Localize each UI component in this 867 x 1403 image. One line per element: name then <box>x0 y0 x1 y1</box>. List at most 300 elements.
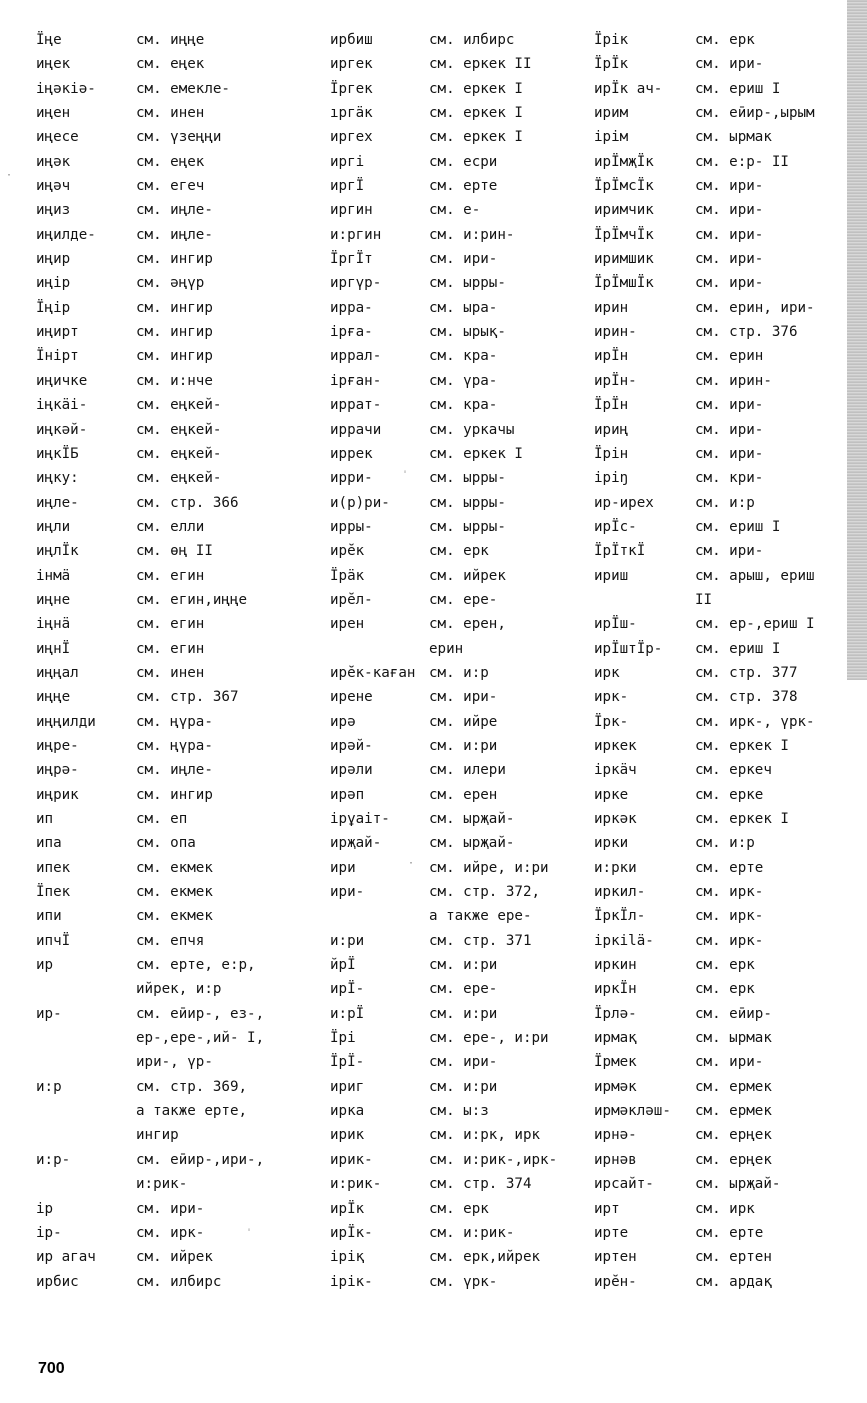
entry-headword: иңңал <box>36 664 79 681</box>
entry-reference: см. есри <box>429 153 498 170</box>
entry-headword: и:р <box>36 1078 62 1095</box>
dictionary-entry <box>36 588 328 612</box>
entry-headword: йрЇ <box>330 957 356 974</box>
entry-reference: см. ерк,ийрек <box>429 1249 541 1266</box>
entry-headword: ипи <box>36 908 62 925</box>
entry-headword <box>36 1050 136 1074</box>
dictionary-entry <box>594 1002 846 1026</box>
dictionary-entry <box>330 783 592 807</box>
entry-reference: см. ерен <box>429 786 498 803</box>
dictionary-entry <box>330 271 592 295</box>
dictionary-entry <box>330 831 592 855</box>
dictionary-entry <box>594 369 846 393</box>
entry-headword: ирЇмҗЇк <box>594 153 654 170</box>
entry-headword: Ïрмек <box>594 1054 637 1071</box>
dictionary-entry <box>36 539 328 563</box>
entry-headword: иңәк <box>36 153 71 170</box>
dictionary-entry <box>36 223 328 247</box>
dictionary-entry <box>330 1148 592 1172</box>
entry-headword: иңкәй- <box>36 421 88 438</box>
dictionary-entry <box>36 783 328 807</box>
entry-reference: см. ири- <box>695 543 764 560</box>
entry-reference: см. илери <box>429 762 506 779</box>
dictionary-entry <box>36 612 328 636</box>
entry-headword: иңичке <box>36 372 88 389</box>
entry-headword <box>36 1099 136 1123</box>
entry-reference: см. еркеч <box>695 762 772 779</box>
dictionary-entry <box>36 1099 328 1123</box>
entry-reference: см. ардақ <box>695 1273 772 1290</box>
entry-headword: ирЇк- <box>330 1224 373 1241</box>
entry-reference: см. ырық- <box>429 324 506 341</box>
dictionary-entry <box>330 637 592 661</box>
dictionary-entry <box>330 515 592 539</box>
entry-headword: ÏрЇткЇ <box>594 543 646 560</box>
entry-column-2 <box>330 28 592 1294</box>
entry-reference: см. ири- <box>695 178 764 195</box>
entry-headword: иңңилди <box>36 713 96 730</box>
entry-headword: иркәк <box>594 811 637 827</box>
entry-reference: см. стр. 372, <box>429 884 541 901</box>
entry-reference: см. ирк- <box>695 908 764 925</box>
dictionary-entry <box>36 515 328 539</box>
entry-headword: ірім <box>594 129 629 146</box>
entry-headword: иңре- <box>36 737 79 754</box>
dictionary-entry <box>330 223 592 247</box>
entry-headword: и:ри <box>330 932 365 949</box>
entry-headword: иңирт <box>36 324 79 341</box>
entry-reference: см. егеч <box>136 178 205 195</box>
dictionary-entry <box>594 150 846 174</box>
dictionary-entry <box>594 174 846 198</box>
entry-headword: ирӗк-каған <box>330 664 416 681</box>
dictionary-entry <box>36 856 328 880</box>
dictionary-entry <box>36 1026 328 1050</box>
dictionary-entry <box>36 1172 328 1196</box>
dictionary-entry <box>330 320 592 344</box>
dictionary-entry <box>330 442 592 466</box>
entry-reference: см. егин <box>136 640 205 657</box>
entry-reference: см. уркачы <box>429 421 515 438</box>
entry-reference: см. и:ри <box>429 957 498 974</box>
entry-headword <box>36 1026 136 1050</box>
entry-headword: иргі <box>330 153 365 170</box>
dictionary-entry <box>330 77 592 101</box>
entry-reference: см. еңкей- <box>136 421 222 438</box>
entry-headword: Ïнірт <box>36 348 79 365</box>
entry-reference: см. ерин, ири- <box>695 299 815 316</box>
entry-headword: ÏрЇн <box>594 397 629 414</box>
dictionary-entry <box>594 856 846 880</box>
entry-reference: см. ири- <box>695 202 764 219</box>
entry-reference: см. ири- <box>695 251 764 268</box>
entry-headword: ирмақ <box>594 1030 637 1047</box>
entry-headword: іріŋ <box>594 470 629 487</box>
dictionary-entry <box>594 1148 846 1172</box>
entry-headword: ирры- <box>330 518 373 535</box>
dictionary-entry <box>36 977 328 1001</box>
entry-column-1 <box>36 28 328 1294</box>
entry-reference: см. и:нче <box>136 372 213 389</box>
entry-reference: см. ири- <box>429 1054 498 1071</box>
entry-headword: ирәп <box>330 786 365 803</box>
entry-headword: ирнәв <box>594 1151 637 1168</box>
dictionary-entry <box>594 1075 846 1099</box>
dictionary-entry <box>36 491 328 515</box>
dictionary-entry <box>36 637 328 661</box>
entry-headword: інмӓ <box>36 567 71 584</box>
entry-reference: см. ингир <box>136 251 213 268</box>
entry-reference: см. ере- <box>429 591 498 608</box>
entry-reference: см. ири- <box>429 251 498 268</box>
entry-headword: ипа <box>36 835 62 852</box>
dictionary-entry <box>330 1245 592 1269</box>
entry-headword: ирЇк <box>330 1200 365 1217</box>
entry-reference: см. ы:з <box>429 1103 489 1120</box>
entry-reference: см. ер-,ериш I <box>695 616 815 633</box>
dictionary-entry <box>594 28 846 52</box>
dictionary-entry <box>36 661 328 685</box>
entry-headword: иртен <box>594 1249 637 1266</box>
entry-reference: см. ырры- <box>429 275 506 292</box>
dictionary-entry <box>594 977 846 1001</box>
entry-reference: см. илбирс <box>429 32 515 48</box>
entry-headword: ирә <box>330 713 356 730</box>
dictionary-entry <box>594 953 846 977</box>
entry-headword: Ïрк- <box>594 713 629 730</box>
dictionary-entry <box>594 831 846 855</box>
entry-reference: см. иңле- <box>136 226 213 243</box>
entry-headword: ирЇш- <box>594 616 637 633</box>
dictionary-entry <box>594 418 846 442</box>
entry-headword: иңрик <box>36 786 79 803</box>
entry-headword: ирк <box>594 664 620 681</box>
entry-reference: см. ингир <box>136 348 213 365</box>
dictionary-entry <box>330 904 592 928</box>
dictionary-entry <box>36 831 328 855</box>
entry-reference: см. ерңек <box>695 1127 772 1144</box>
entry-column-3 <box>594 28 846 1294</box>
dictionary-entry <box>594 515 846 539</box>
entry-headword: ирмәк <box>594 1078 637 1095</box>
dictionary-entry <box>330 1099 592 1123</box>
entry-reference: см. кра- <box>429 397 498 414</box>
entry-reference: см. ири- <box>695 1054 764 1071</box>
entry-headword <box>594 588 695 612</box>
page-number: 700 <box>38 1360 65 1377</box>
dictionary-entry <box>594 880 846 904</box>
entry-headword: иңку: <box>36 470 79 487</box>
dictionary-entry <box>36 28 328 52</box>
dictionary-entry <box>594 320 846 344</box>
dictionary-entry <box>36 734 328 758</box>
entry-headword: ирин <box>594 299 629 316</box>
dictionary-entry <box>594 77 846 101</box>
dictionary-entry <box>594 1245 846 1269</box>
dictionary-entry <box>330 1050 592 1074</box>
entry-reference: см. еркек I <box>429 445 523 462</box>
entry-reference: см. е:р- II <box>695 153 789 170</box>
dictionary-entry <box>330 929 592 953</box>
entry-headword: иррачи <box>330 421 382 438</box>
dictionary-entry <box>330 418 592 442</box>
entry-reference: см. ерк <box>695 32 755 48</box>
entry-reference: см. ере-, и:ри <box>429 1030 549 1047</box>
dictionary-entry <box>330 393 592 417</box>
entry-reference: см. еӣир-,ири-, <box>136 1151 265 1168</box>
entry-reference: см. ерен, <box>429 616 506 633</box>
entry-reference: см. ири- <box>695 397 764 414</box>
entry-headword: Ïрін <box>594 445 629 462</box>
entry-headword: ÏргЇт <box>330 251 373 268</box>
dictionary-entry <box>36 685 328 709</box>
dictionary-entry <box>594 393 846 417</box>
entry-headword: ÏрЇ- <box>330 1054 365 1071</box>
entry-headword: ір <box>36 1200 54 1217</box>
dictionary-entry <box>330 977 592 1001</box>
entry-headword: иргек <box>330 56 373 73</box>
entry-headword <box>36 977 136 1001</box>
entry-reference: см. ңүра- <box>136 713 213 730</box>
entry-headword: ÏрЇмсЇк <box>594 178 654 195</box>
entry-headword: ıргӓк <box>330 105 373 122</box>
entry-reference: см. ермек <box>695 1078 772 1095</box>
dictionary-entry <box>330 880 592 904</box>
entry-headword: ирӗн- <box>594 1273 637 1290</box>
dictionary-entry <box>36 442 328 466</box>
entry-reference: см. үра- <box>429 372 498 389</box>
entry-reference: см. инен <box>136 664 205 681</box>
entry-headword: ирте <box>594 1224 629 1241</box>
entry-headword: ірға- <box>330 324 373 341</box>
entry-headword: иримшик <box>594 251 654 268</box>
entry-headword <box>36 1172 136 1196</box>
entry-reference: см. ири- <box>136 1200 205 1217</box>
entry-headword: ири- <box>330 884 365 901</box>
entry-reference: см. стр. 371 <box>429 932 532 949</box>
dictionary-entry <box>330 369 592 393</box>
entry-reference: см. ыра- <box>429 299 498 316</box>
entry-headword: ирене <box>330 689 373 706</box>
entry-headword: ирӗл- <box>330 591 373 608</box>
entry-headword: ириң <box>594 421 629 438</box>
dictionary-entry <box>330 125 592 149</box>
entry-headword: ір- <box>36 1224 62 1241</box>
entry-reference: см. ингир <box>136 324 213 341</box>
entry-headword: ирбиш <box>330 32 373 48</box>
entry-reference: см. ериш I <box>695 518 781 535</box>
entry-headword: ирнә- <box>594 1127 637 1144</box>
dictionary-entry <box>330 734 592 758</box>
dictionary-entry <box>594 101 846 125</box>
entry-reference: см. еркек I <box>695 811 789 827</box>
entry-headword: иңир <box>36 251 71 268</box>
entry-headword: ипек <box>36 859 71 876</box>
entry-reference: см. ири- <box>695 56 764 73</box>
dictionary-entry <box>330 1197 592 1221</box>
dictionary-entry <box>594 758 846 782</box>
dictionary-entry <box>330 296 592 320</box>
entry-headword: ирен <box>330 616 365 633</box>
entry-headword: ири <box>330 859 356 876</box>
entry-reference: см. еӣир-, ез-, <box>136 1005 265 1022</box>
dictionary-entry <box>36 418 328 442</box>
entry-reference: см. ингир <box>136 786 213 803</box>
entry-headword: іріқ <box>330 1249 365 1266</box>
dictionary-entry <box>330 856 592 880</box>
entry-headword: иңле- <box>36 494 79 511</box>
dictionary-entry <box>36 710 328 734</box>
entry-reference: см. еӣир-,ырым <box>695 105 815 122</box>
entry-headword: ирЇс- <box>594 518 637 535</box>
entry-headword: ирЇк ач- <box>594 80 663 97</box>
entry-headword: ирбис <box>36 1273 79 1290</box>
entry-headword: ир <box>36 957 54 974</box>
entry-reference: см. ерңек <box>695 1151 772 1168</box>
entry-reference: см. иңле- <box>136 202 213 219</box>
dictionary-entry <box>594 52 846 76</box>
entry-reference: см. и:рик-,ирк- <box>429 1151 558 1168</box>
entry-reference: ерин <box>429 640 464 657</box>
entry-headword: ирЇн- <box>594 372 637 389</box>
entry-headword: іңкӓі- <box>36 397 88 414</box>
entry-reference: см. ырры- <box>429 470 506 487</box>
entry-headword: іңәкіә- <box>36 80 96 97</box>
entry-headword: ÏрЇк <box>594 56 629 73</box>
dictionary-entry <box>36 1123 328 1147</box>
dictionary-entry <box>594 539 846 563</box>
entry-headword: ирки <box>594 835 629 852</box>
dictionary-entry <box>330 807 592 831</box>
dictionary-entry <box>594 198 846 222</box>
entry-headword: иңесе <box>36 129 79 146</box>
entry-headword: иңкЇБ <box>36 445 79 462</box>
entry-reference: см. еркек II <box>429 56 532 73</box>
dictionary-entry <box>330 1172 592 1196</box>
entry-headword: иркин <box>594 957 637 974</box>
dictionary-entry <box>330 685 592 709</box>
dictionary-entry <box>330 588 592 612</box>
dictionary-entry <box>36 953 328 977</box>
entry-headword: ирка <box>330 1103 365 1120</box>
dictionary-entry <box>36 1002 328 1026</box>
dictionary-entry <box>594 588 846 612</box>
dictionary-entry <box>36 1075 328 1099</box>
entry-headword: іркіlӓ- <box>594 932 654 949</box>
entry-headword: ирра- <box>330 299 373 316</box>
entry-headword <box>330 637 429 661</box>
entry-headword: иңли <box>36 518 71 535</box>
entry-headword: ирЇштЇр- <box>594 640 663 657</box>
dictionary-entry <box>330 1026 592 1050</box>
entry-reference: см. ерк <box>695 981 755 998</box>
entry-headword: и(р)ри- <box>330 494 390 511</box>
dictionary-entry <box>594 296 846 320</box>
entry-headword: Ïпек <box>36 884 71 901</box>
entry-reference: см. и:р <box>695 494 755 511</box>
dictionary-entry <box>594 637 846 661</box>
entry-reference: а также ерте, <box>136 1103 248 1120</box>
entry-reference: см. емекле- <box>136 80 230 97</box>
dictionary-entry <box>330 1002 592 1026</box>
entry-headword: и:рик- <box>330 1176 382 1193</box>
dictionary-entry <box>36 1270 328 1294</box>
dictionary-entry <box>594 612 846 636</box>
entry-headword: иңрә- <box>36 762 79 779</box>
dictionary-entry <box>330 1075 592 1099</box>
entry-reference: ингир <box>136 1127 179 1144</box>
entry-reference: см. ирк-, үрк- <box>695 713 815 730</box>
entry-reference: см. ийре <box>429 713 498 730</box>
entry-headword: ірік- <box>330 1273 373 1290</box>
dictionary-entry <box>594 1123 846 1147</box>
dictionary-entry <box>330 661 592 685</box>
entry-reference: см. ерке <box>695 786 764 803</box>
entry-headword: иңен <box>36 105 71 122</box>
entry-headword: ирәй- <box>330 737 373 754</box>
entry-reference: см. еркек I <box>429 105 523 122</box>
entry-reference: см. ийре, и:ри <box>429 859 549 876</box>
entry-headword: Ïрі <box>330 1030 356 1047</box>
entry-reference: см. арыш, ериш <box>695 567 815 584</box>
entry-headword: и:рки <box>594 859 637 876</box>
dictionary-entry <box>36 1197 328 1221</box>
dictionary-entry <box>594 734 846 758</box>
entry-reference: см. иңңе <box>136 32 205 48</box>
dictionary-entry <box>594 929 846 953</box>
entry-reference: см. и:рик- <box>429 1224 515 1241</box>
entry-reference: см. ири- <box>695 445 764 462</box>
entry-reference: см. ири- <box>695 275 764 292</box>
dictionary-entry <box>330 710 592 734</box>
entry-headword: ирри- <box>330 470 373 487</box>
dictionary-entry <box>594 247 846 271</box>
entry-headword: ірған- <box>330 372 382 389</box>
dictionary-entry <box>594 1270 846 1294</box>
entry-headword: ирке <box>594 786 629 803</box>
dictionary-entry <box>594 564 846 588</box>
entry-reference: см. ерин <box>695 348 764 365</box>
entry-reference: см. ири- <box>695 421 764 438</box>
entry-headword: иргех <box>330 129 373 146</box>
entry-headword: ип <box>36 811 54 827</box>
entry-reference: см. ерте <box>429 178 498 195</box>
entry-reference: см. ериш I <box>695 640 781 657</box>
dictionary-entry <box>36 150 328 174</box>
entry-reference: см. ири- <box>695 226 764 243</box>
dictionary-entry <box>330 1270 592 1294</box>
dictionary-entry <box>594 661 846 685</box>
entry-reference: см. ырмак <box>695 129 772 146</box>
scan-speck: · <box>408 858 415 869</box>
dictionary-entry <box>36 1245 328 1269</box>
entry-reference: см. и:р <box>695 835 755 852</box>
entry-headword: ирҗай- <box>330 835 382 852</box>
entry-headword: Ïңе <box>36 32 62 48</box>
entry-headword: иримчик <box>594 202 654 219</box>
entry-headword: иңір <box>36 275 71 292</box>
entry-headword: ирсайт- <box>594 1176 654 1193</box>
dictionary-entry <box>36 52 328 76</box>
dictionary-entry <box>594 904 846 928</box>
dictionary-entry <box>36 247 328 271</box>
dictionary-entry <box>36 174 328 198</box>
entry-reference: см. өң II <box>136 543 213 560</box>
dictionary-entry <box>36 393 328 417</box>
dictionary-entry <box>330 466 592 490</box>
entry-reference: см. и:ри <box>429 737 498 754</box>
dictionary-entry <box>594 1172 846 1196</box>
